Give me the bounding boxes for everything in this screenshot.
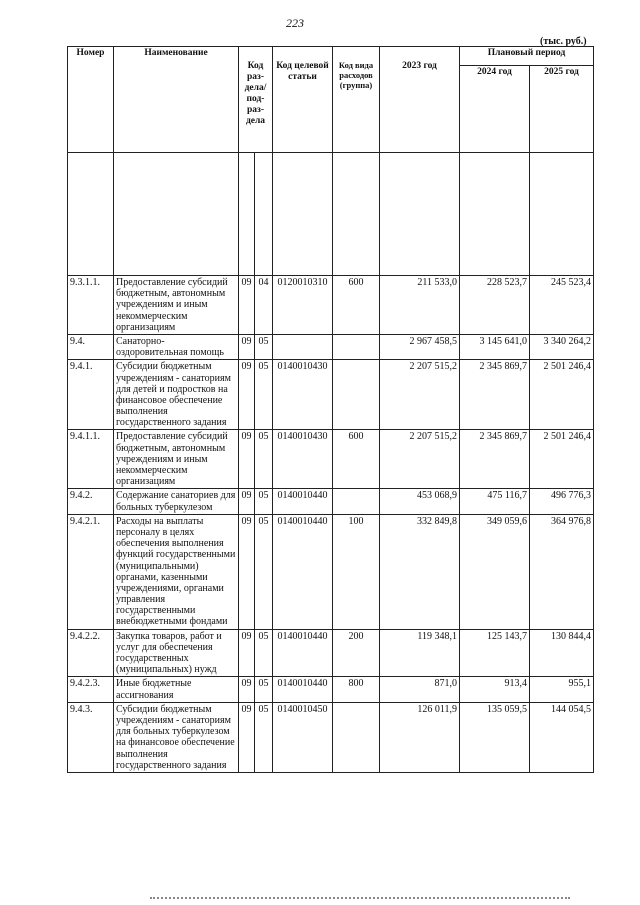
table-row: [68, 702, 594, 772]
row-number: 9.4.: [68, 334, 114, 359]
row-expense-code: 600: [333, 430, 380, 489]
row-value-2025: 364 976,8: [530, 514, 594, 629]
header-target-code: Код целевой статьи: [273, 47, 333, 153]
table-row: [68, 360, 594, 430]
row-target-code: 0140010430: [273, 360, 333, 430]
row-name: Содержание санаториев для больных туберкулезом: [114, 489, 239, 514]
row-value-2023: 211 533,0: [380, 276, 460, 335]
row-value-2025: 130 844,4: [530, 629, 594, 677]
row-number: 9.4.1.: [68, 360, 114, 430]
budget-table: [67, 46, 594, 773]
row-value-2024: 2 345 869,7: [460, 430, 530, 489]
row-value-2025: 144 054,5: [530, 702, 594, 772]
table-row: [68, 276, 594, 335]
row-number: 9.4.2.: [68, 489, 114, 514]
row-value-2023: 126 011,9: [380, 702, 460, 772]
row-name: Субсидии бюджетным учреждениям - санаториям для больных туберкулезом на финансовое обеспечение выполнения государственного задания: [114, 702, 239, 772]
row-expense-code: [333, 702, 380, 772]
table-header-row: [68, 47, 594, 66]
row-value-2023: 453 068,9: [380, 489, 460, 514]
row-value-2024: 349 059,6: [460, 514, 530, 629]
row-section: 09: [239, 629, 255, 677]
row-target-code: 0140010440: [273, 489, 333, 514]
row-value-2024: 135 059,5: [460, 702, 530, 772]
row-value-2024: 913,4: [460, 677, 530, 702]
table-row: [68, 677, 594, 702]
row-number: 9.4.2.3.: [68, 677, 114, 702]
row-name: Расходы на выплаты персоналу в целях обеспечения выполнения функций государственными (муниципальными) органами, казенными учреждениями, органами управления государственными внебюджетными фондами: [114, 514, 239, 629]
row-value-2023: 2 207 515,2: [380, 360, 460, 430]
row-value-2023: 871,0: [380, 677, 460, 702]
row-subsection: 05: [255, 629, 273, 677]
row-section: 09: [239, 489, 255, 514]
row-section: 09: [239, 702, 255, 772]
row-value-2025: 2 501 246,4: [530, 360, 594, 430]
row-expense-code: [333, 334, 380, 359]
header-year-2025: 2025 год: [530, 66, 594, 153]
row-number: 9.4.3.: [68, 702, 114, 772]
row-name: Закупка товаров, работ и услуг для обеспечения государственных (муниципальных) нужд: [114, 629, 239, 677]
row-target-code: 0140010440: [273, 629, 333, 677]
row-value-2024: 2 345 869,7: [460, 360, 530, 430]
row-number: 9.3.1.1.: [68, 276, 114, 335]
row-expense-code: 100: [333, 514, 380, 629]
row-number: 9.4.2.1.: [68, 514, 114, 629]
row-name: Иные бюджетные ассигнования: [114, 677, 239, 702]
table-row: [68, 629, 594, 677]
row-number: 9.4.2.2.: [68, 629, 114, 677]
row-subsection: 05: [255, 702, 273, 772]
row-name: Санаторно-оздоровительная помощь: [114, 334, 239, 359]
row-value-2025: 245 523,4: [530, 276, 594, 335]
header-planning-period: Плановый период: [460, 47, 594, 66]
row-target-code: 0120010310: [273, 276, 333, 335]
row-subsection: 04: [255, 276, 273, 335]
row-name: Субсидии бюджетным учреждениям - санаториям для детей и подростков на финансовое обеспечение выполнения государственного задания: [114, 360, 239, 430]
row-number: 9.4.1.1.: [68, 430, 114, 489]
row-value-2024: 475 116,7: [460, 489, 530, 514]
header-name: Наименование: [114, 47, 239, 153]
row-section: 09: [239, 430, 255, 489]
row-subsection: 05: [255, 334, 273, 359]
row-value-2025: 496 776,3: [530, 489, 594, 514]
table-row: [68, 489, 594, 514]
row-section: 09: [239, 677, 255, 702]
row-section: 09: [239, 334, 255, 359]
bottom-rule: [150, 897, 570, 899]
row-value-2023: 2 967 458,5: [380, 334, 460, 359]
row-value-2023: 332 849,8: [380, 514, 460, 629]
row-name: Предоставление субсидий бюджетным, автономным учреждениям и иным некоммерческим организациям: [114, 276, 239, 335]
row-value-2023: 2 207 515,2: [380, 430, 460, 489]
table-row: [68, 514, 594, 629]
row-expense-code: [333, 489, 380, 514]
row-subsection: 05: [255, 430, 273, 489]
row-section: 09: [239, 360, 255, 430]
row-name: Предоставление субсидий бюджетным, автономным учреждениям и иным некоммерческим организациям: [114, 430, 239, 489]
header-number: Номер: [68, 47, 114, 153]
page-number: 223: [286, 16, 304, 30]
row-expense-code: 200: [333, 629, 380, 677]
row-target-code: 0140010440: [273, 514, 333, 629]
row-section: 09: [239, 514, 255, 629]
row-value-2025: 3 340 264,2: [530, 334, 594, 359]
row-target-code: [273, 334, 333, 359]
table-gap-row: [68, 153, 594, 276]
header-year-2024: 2024 год: [460, 66, 530, 153]
row-value-2025: 955,1: [530, 677, 594, 702]
row-subsection: 05: [255, 489, 273, 514]
row-section: 09: [239, 276, 255, 335]
header-year-2023: 2023 год: [380, 47, 460, 153]
row-target-code: 0140010430: [273, 430, 333, 489]
row-target-code: 0140010440: [273, 677, 333, 702]
row-value-2023: 119 348,1: [380, 629, 460, 677]
row-value-2025: 2 501 246,4: [530, 430, 594, 489]
table-row: [68, 334, 594, 359]
row-expense-code: 600: [333, 276, 380, 335]
table-row: [68, 430, 594, 489]
row-subsection: 05: [255, 677, 273, 702]
row-subsection: 05: [255, 514, 273, 629]
row-value-2024: 125 143,7: [460, 629, 530, 677]
units-label: (тыс. руб.): [540, 36, 587, 47]
row-value-2024: 3 145 641,0: [460, 334, 530, 359]
header-section-code: Код раз-дела/ под-раз-дела: [239, 47, 273, 153]
row-expense-code: [333, 360, 380, 430]
row-target-code: 0140010450: [273, 702, 333, 772]
row-value-2024: 228 523,7: [460, 276, 530, 335]
header-expense-code: Код вида расходов (группа): [333, 47, 380, 153]
row-expense-code: 800: [333, 677, 380, 702]
row-subsection: 05: [255, 360, 273, 430]
